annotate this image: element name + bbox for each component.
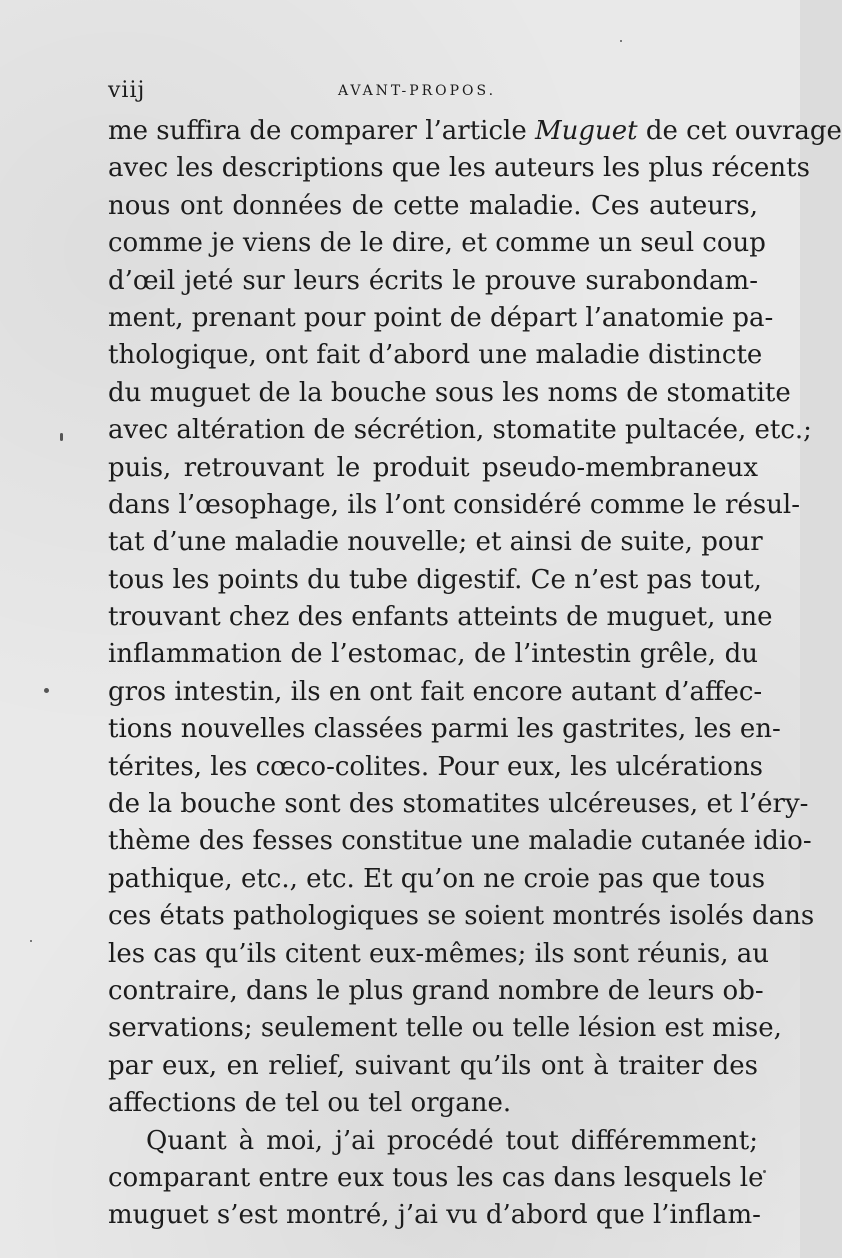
text-line: puis, retrouvant le produit pseudo-membraneux bbox=[108, 452, 758, 483]
text-line: trouvant chez des enfants atteints de muguet, une bbox=[108, 602, 773, 633]
text-line: contraire, dans le plus grand nombre de leurs ob- bbox=[108, 975, 764, 1006]
text-line: tous les points du tube digestif. Ce n’est pas tout, bbox=[108, 564, 762, 595]
text-line: comparant entre eux tous les cas dans lesquels le bbox=[108, 1162, 764, 1193]
text-line: d’œil jeté sur leurs écrits le prouve surabondam- bbox=[108, 265, 758, 296]
paper-speck bbox=[44, 688, 49, 693]
text-line: tat d’une maladie nouvelle; et ainsi de suite, pour bbox=[108, 527, 763, 558]
text-line: du muguet de la bouche sous les noms de stomatite bbox=[108, 377, 791, 408]
text-line: ment, prenant pour point de départ l’anatomie pa- bbox=[108, 302, 774, 333]
text-line: inflammation de l’estomac, de l’intestin grêle, du bbox=[108, 639, 758, 670]
text-line-paragraph-start: Quant à moi, j’ai procédé tout différemment; bbox=[146, 1125, 758, 1156]
text-line: avec altération de sécrétion, stomatite pultacée, etc.; bbox=[108, 415, 812, 446]
paper-speck bbox=[620, 40, 622, 42]
text-line: comme je viens de le dire, et comme un seul coup bbox=[108, 228, 766, 259]
paper-speck bbox=[60, 433, 63, 441]
text-line: ces états pathologiques se soient montrés isolés dans bbox=[108, 901, 815, 932]
text-line: de la bouche sont des stomatites ulcéreuses, et l’éry- bbox=[108, 789, 809, 820]
running-head: AVANT-PROPOS. bbox=[338, 83, 497, 99]
body-text bbox=[108, 113, 842, 1235]
text-line: muguet s’est montré, j’ai vu d’abord que l’inflam- bbox=[108, 1200, 761, 1231]
text-line: nous ont données de cette maladie. Ces auteurs, bbox=[108, 190, 758, 221]
paper-speck bbox=[763, 1170, 766, 1173]
paper-speck bbox=[30, 940, 32, 942]
text-line: avec les descriptions que les auteurs les plus récents bbox=[108, 153, 810, 184]
text-line: thème des fesses constitue une maladie cutanée idio- bbox=[108, 826, 812, 857]
page-number: viij bbox=[108, 78, 146, 103]
page-header bbox=[108, 78, 758, 108]
text-line: térites, les cœco-colites. Pour eux, les ulcérations bbox=[108, 751, 764, 782]
text-line-paragraph-end: affections de tel ou tel organe. bbox=[108, 1088, 512, 1119]
italic-term: Muguet bbox=[535, 116, 638, 146]
text-line: gros intestin, ils en ont fait encore autant d’affec- bbox=[108, 676, 763, 707]
text-line: me suffira de comparer l’article Muguet de cet ouvrage bbox=[108, 116, 842, 146]
text-line: tions nouvelles classées parmi les gastrites, les en- bbox=[108, 714, 781, 745]
text-line: par eux, en relief, suivant qu’ils ont à traiter des bbox=[108, 1050, 758, 1081]
text-line: dans l’œsophage, ils l’ont considéré comme le résul- bbox=[108, 489, 801, 520]
text-line: les cas qu’ils citent eux-mêmes; ils sont réunis, au bbox=[108, 938, 770, 969]
text-line: pathique, etc., etc. Et qu’on ne croie pas que tous bbox=[108, 863, 766, 894]
text-line: servations; seulement telle ou telle lésion est mise, bbox=[108, 1013, 782, 1044]
text-line: thologique, ont fait d’abord une maladie distincte bbox=[108, 340, 763, 371]
